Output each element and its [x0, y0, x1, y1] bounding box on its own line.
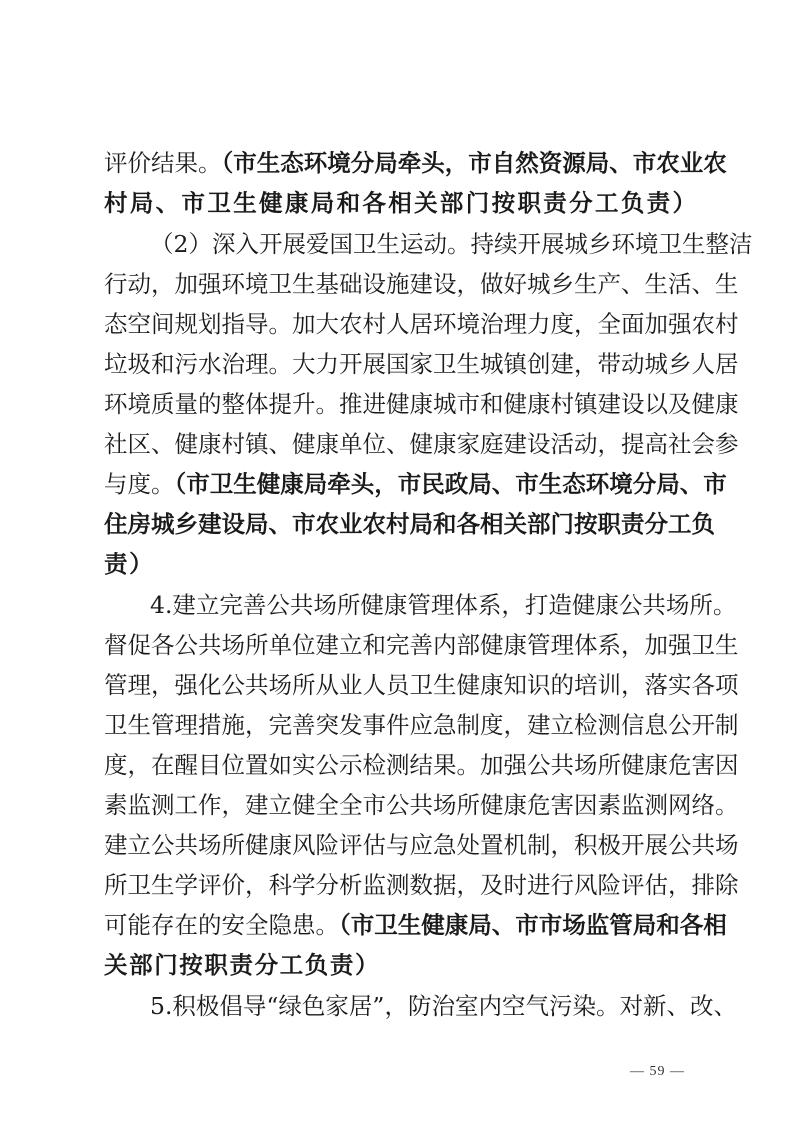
- text-line: 责）: [104, 550, 155, 578]
- text-line: 可能存在的安全隐患。（市卫生健康局、市市场监管局和各相: [104, 911, 727, 939]
- text-line: 度，在醒目位置如实公示检测结果。加强公共场所健康危害因: [104, 751, 739, 779]
- text-line: 村局、市卫生健康局和各相关部门按职责分工负责）: [104, 189, 696, 217]
- text-line: 行动，加强环境卫生基础设施建设，做好城乡生产、生活、生: [104, 270, 739, 298]
- paragraph-start-line: 4.建立完善公共场所健康管理体系，打造健康公共场所。: [150, 591, 737, 619]
- page-number: — 59 —: [630, 1064, 685, 1079]
- text-line: 管理，强化公共场所从业人员卫生健康知识的培训，落实各项: [104, 671, 739, 699]
- paragraph-start-line: 5.积极倡导“绿色家居”，防治室内空气污染。对新、改、: [150, 992, 737, 1020]
- text-line: 所卫生学评价，科学分析监测数据，及时进行风险评估，排除: [104, 871, 739, 899]
- text-line: 住房城乡建设局、市农业农村局和各相关部门按职责分工负: [104, 510, 715, 538]
- text-line: 社区、健康村镇、健康单位、健康家庭建设活动，提高社会参: [104, 430, 739, 458]
- text-line: 素监测工作，建立健全全市公共场所健康危害因素监测网络。: [104, 791, 739, 819]
- text-line: 与度。（市卫生健康局牵头，市民政局、市生态环境分局、市: [104, 470, 727, 498]
- text-line: 建立公共场所健康风险评估与应急处置机制，积极开展公共场: [104, 831, 739, 859]
- text-line: 督促各公共场所单位建立和完善内部健康管理体系，加强卫生: [104, 631, 739, 659]
- text-line: 态空间规划指导。加大农村人居环境治理力度，全面加强农村: [104, 310, 739, 338]
- paragraph-start-line: （2）深入开展爱国卫生运动。持续开展城乡环境卫生整洁: [150, 230, 753, 258]
- text-line: 卫生管理措施，完善突发事件应急制度，建立检测信息公开制: [104, 711, 739, 739]
- text-line: 环境质量的整体提升。推进健康城市和健康村镇建设以及健康: [104, 390, 739, 418]
- text-line: 垃圾和污水治理。大力开展国家卫生城镇创建，带动城乡人居: [104, 350, 739, 378]
- text-line: 关部门按职责分工负责）: [104, 951, 381, 979]
- text-line: 评价结果。（市生态环境分局牵头，市自然资源局、市农业农: [104, 149, 727, 177]
